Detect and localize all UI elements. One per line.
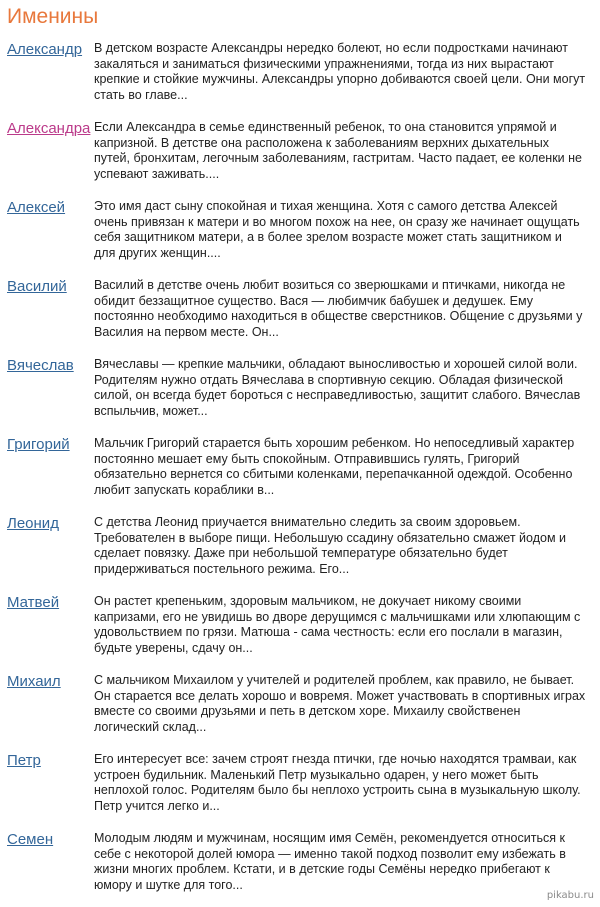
- name-link[interactable]: Александра: [7, 120, 91, 137]
- page-title: Именины: [7, 5, 99, 28]
- list-item: [0, 433, 600, 512]
- name-description: Вячеславы — крепкие мальчики, обладают выносливостью и хорошей силой воли. Родителям нужно отдать Вячеслава в спортивную секцию. Обладая физической силой, он всегда будет бороться с несправедливостью, защитит слабого. Вячеслав вспыльчив, может...: [94, 357, 581, 418]
- list-item: [0, 196, 600, 275]
- name-link[interactable]: Григорий: [7, 436, 70, 453]
- name-description: Мальчик Григорий старается быть хорошим ребенком. Но непоседливый характер постоянно мешает ему быть спокойным. Отправившись гулять, Григорий обязательно вернется со сбитыми коленками, перепачканной одеждой. Особенно любит запускать кораблики в...: [94, 436, 575, 497]
- list-item: [0, 38, 600, 117]
- list-item: [0, 354, 600, 433]
- name-description: Он растет крепеньким, здоровым мальчиком, не докучает никому своими капризами, его не увидишь во дворе дерущимся с мальчишками или хлюпающим с удовольствием по грязи. Матюша - сама честность: если его послали в магазин, будьте уверены, сдачу он...: [94, 594, 581, 655]
- name-link[interactable]: Василий: [7, 278, 67, 295]
- name-description: Это имя даст сыну спокойная и тихая женщина. Хотя с самого детства Алексей очень привязан к матери и во многом похож на нее, он сразу же начинает ощущать себя защитником матери, а в более зрелом возрасте может стать защитником и для других женщин....: [94, 199, 580, 260]
- names-list: [0, 38, 600, 907]
- name-description: Василий в детстве очень любит возиться со зверюшками и птичками, никогда не обидит беззащитное существо. Вася — любимчик бабушек и дедушек. Ему постоянно необходимо находиться в обществе сверстников. Общение с друзьями у Василия на первом месте. Он...: [94, 278, 583, 339]
- list-item: [0, 117, 600, 196]
- name-description: С мальчиком Михаилом у учителей и родителей проблем, как правило, не бывает. Он старается все делать хорошо и вовремя. Может участвовать в спортивных играх вместе со своими друзьями и петь в детском хоре. Михаилу свойственен логический склад...: [94, 673, 586, 734]
- name-link[interactable]: Леонид: [7, 515, 59, 532]
- list-item: [0, 749, 600, 828]
- name-description: Молодым людям и мужчинам, носящим имя Семён, рекомендуется относиться к себе с некоторой долей юмора — именно такой подход позволит ему избежать в жизни многих проблем. Кстати, и в детские годы Семёны нередко прибегают к юмору и шутке для того...: [94, 831, 566, 892]
- list-item: [0, 670, 600, 749]
- name-link[interactable]: Петр: [7, 752, 41, 769]
- name-description: Его интересует все: зачем строят гнезда птички, где ночью находятся трамваи, как устроен будильник. Маленький Петр музыкально одарен, у него может быть неплохой голос. Родителям было бы неплохо устроить сына в музыкальную школу. Петр учится легко и...: [94, 752, 581, 813]
- list-item: [0, 591, 600, 670]
- name-description: Если Александра в семье единственный ребенок, то она становится упрямой и капризной. В детстве она расположена к заболеваниям верхних дыхательных путей, бронхитам, легочным заболеваниям, гастритам. Часто падает, ее коленки не успевают заживать....: [94, 120, 582, 181]
- list-item: [0, 828, 600, 907]
- name-description: В детском возрасте Александры нередко болеют, но если подростками начинают закаляться и заниматься физическими упражнениями, тогда из них вырастают крепкие и стойкие мужчины. Александры упорно добиваются своей цели. Они могут стать во главе...: [94, 41, 586, 102]
- watermark: pikabu.ru: [546, 890, 594, 901]
- name-link[interactable]: Семен: [7, 831, 54, 848]
- name-link[interactable]: Вячеслав: [7, 357, 74, 374]
- name-description: С детства Леонид приучается внимательно следить за своим здоровьем. Требователен в выборе пищи. Небольшую ссадину обязательно смажет йодом и сделает повязку. Даже при небольшой температуре обязательно будет придерживаться постельного режима. Его...: [94, 515, 566, 576]
- name-link[interactable]: Михаил: [7, 673, 61, 690]
- list-item: [0, 512, 600, 591]
- name-link[interactable]: Матвей: [7, 594, 60, 611]
- name-link[interactable]: Александр: [7, 41, 83, 58]
- name-link[interactable]: Алексей: [7, 199, 66, 216]
- list-item: [0, 275, 600, 354]
